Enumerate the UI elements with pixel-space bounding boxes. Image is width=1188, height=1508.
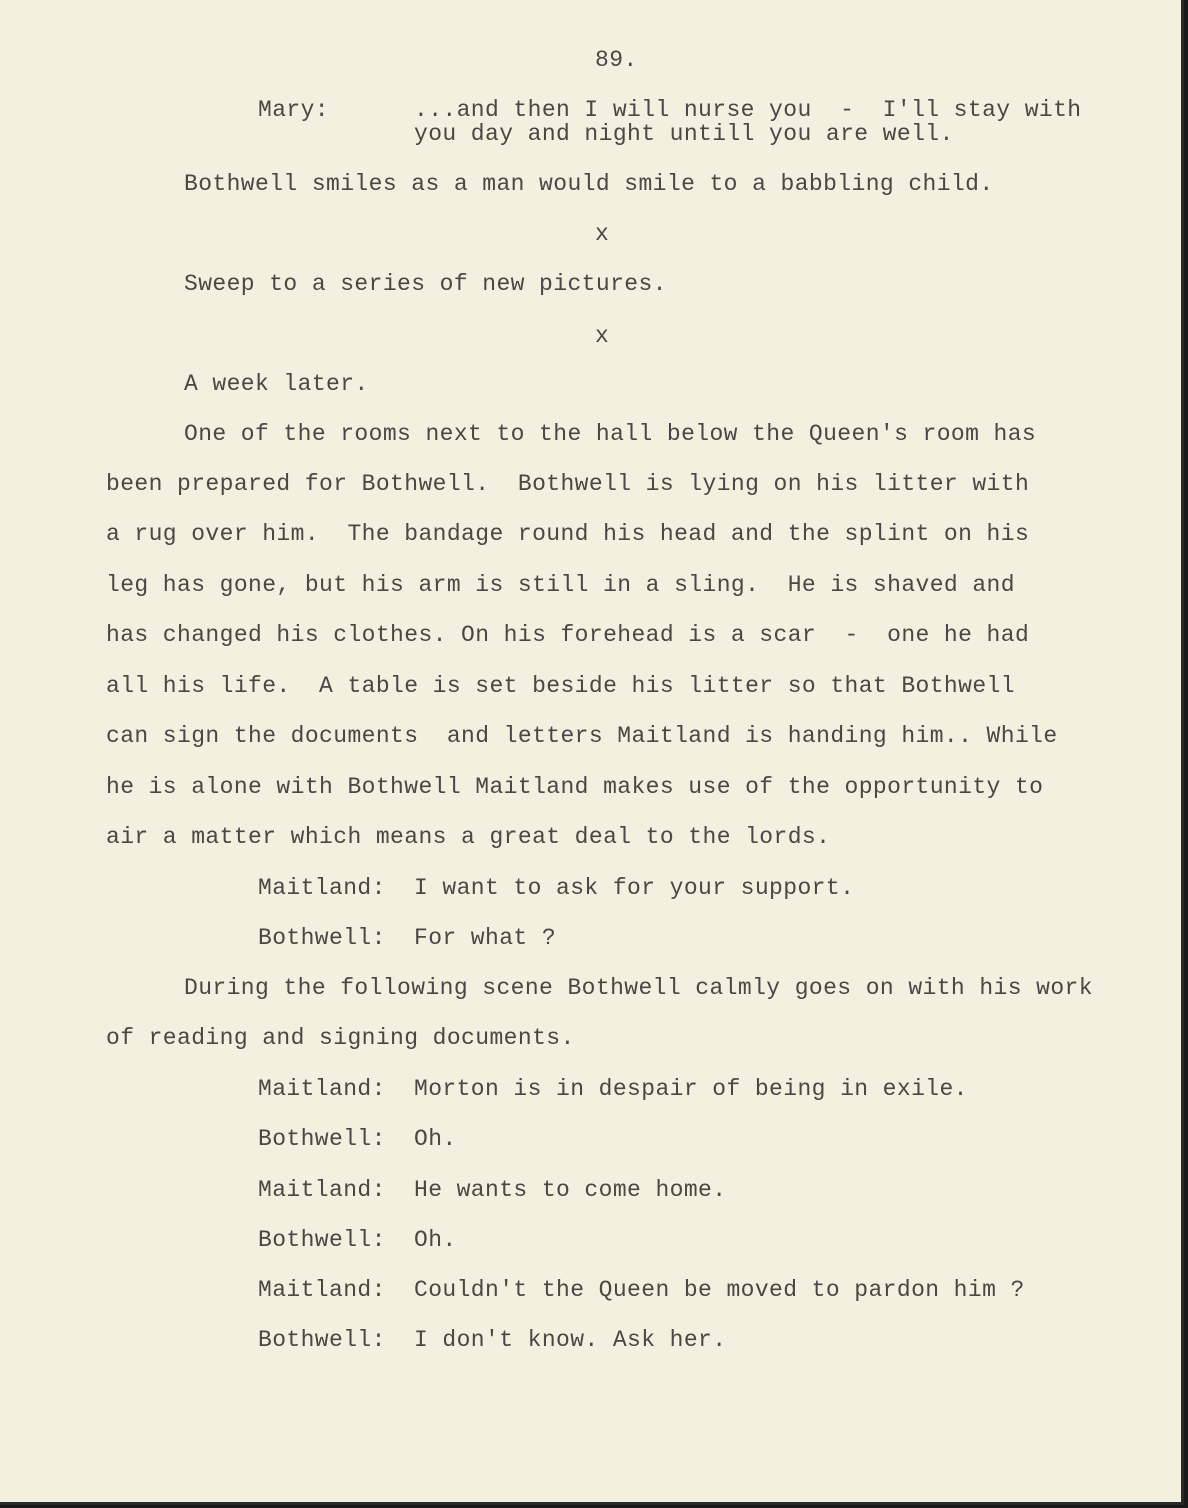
stage-direction-smile: Bothwell smiles as a man would smile to a babbling child.: [184, 171, 994, 197]
dialogue-speaker: Maitland:: [258, 1277, 386, 1303]
mary-line-1: ...and then I will nurse you - I'll stay with: [414, 97, 1082, 123]
dialogue-line: Couldn't the Queen be moved to pardon him ?: [414, 1277, 1025, 1303]
stage-direction-week-later: A week later.: [184, 371, 369, 397]
paragraph-line: of reading and signing documents.: [106, 1025, 575, 1051]
dialogue-speaker: Maitland:: [258, 875, 386, 901]
dialogue-line: For what ?: [414, 925, 557, 951]
paragraph-line: has changed his clothes. On his forehead is a scar - one he had: [106, 622, 1030, 648]
paragraph-line: leg has gone, but his arm is still in a sling. He is shaved and: [106, 572, 1015, 598]
stage-direction-sweep: Sweep to a series of new pictures.: [184, 271, 667, 297]
scene-separator: x: [595, 323, 610, 349]
dialogue-speaker: Maitland:: [258, 1177, 386, 1203]
mary-line-2: you day and night untill you are well.: [414, 121, 954, 147]
dialogue-line: He wants to come home.: [414, 1177, 727, 1203]
paragraph-line: air a matter which means a great deal to the lords.: [106, 824, 831, 850]
dialogue-speaker: Bothwell:: [258, 1327, 386, 1353]
paragraph-line: During the following scene Bothwell calmly goes on with his work: [184, 975, 1093, 1001]
dialogue-line: I don't know. Ask her.: [414, 1327, 727, 1353]
dialogue-line: Oh.: [414, 1126, 457, 1152]
paragraph-line: he is alone with Bothwell Maitland makes use of the opportunity to: [106, 774, 1044, 800]
speaker-mary: Mary:: [258, 97, 330, 123]
dialogue-line: I want to ask for your support.: [414, 875, 855, 901]
paragraph-line: all his life. A table is set beside his litter so that Bothwell: [106, 673, 1015, 699]
dialogue-line: Morton is in despair of being in exile.: [414, 1076, 968, 1102]
page-number: 89.: [595, 47, 638, 73]
dialogue-speaker: Bothwell:: [258, 1126, 386, 1152]
paragraph-line: been prepared for Bothwell. Bothwell is lying on his litter with: [106, 471, 1030, 497]
dialogue-speaker: Maitland:: [258, 1076, 386, 1102]
dialogue-line: Oh.: [414, 1227, 457, 1253]
paragraph-line: can sign the documents and letters Maitland is handing him.. While: [106, 723, 1058, 749]
paragraph-line: a rug over him. The bandage round his head and the splint on his: [106, 521, 1030, 547]
paragraph-line: One of the rooms next to the hall below the Queen's room has: [184, 421, 1037, 447]
dialogue-speaker: Bothwell:: [258, 1227, 386, 1253]
dialogue-speaker: Bothwell:: [258, 925, 386, 951]
scene-separator: x: [595, 221, 610, 247]
